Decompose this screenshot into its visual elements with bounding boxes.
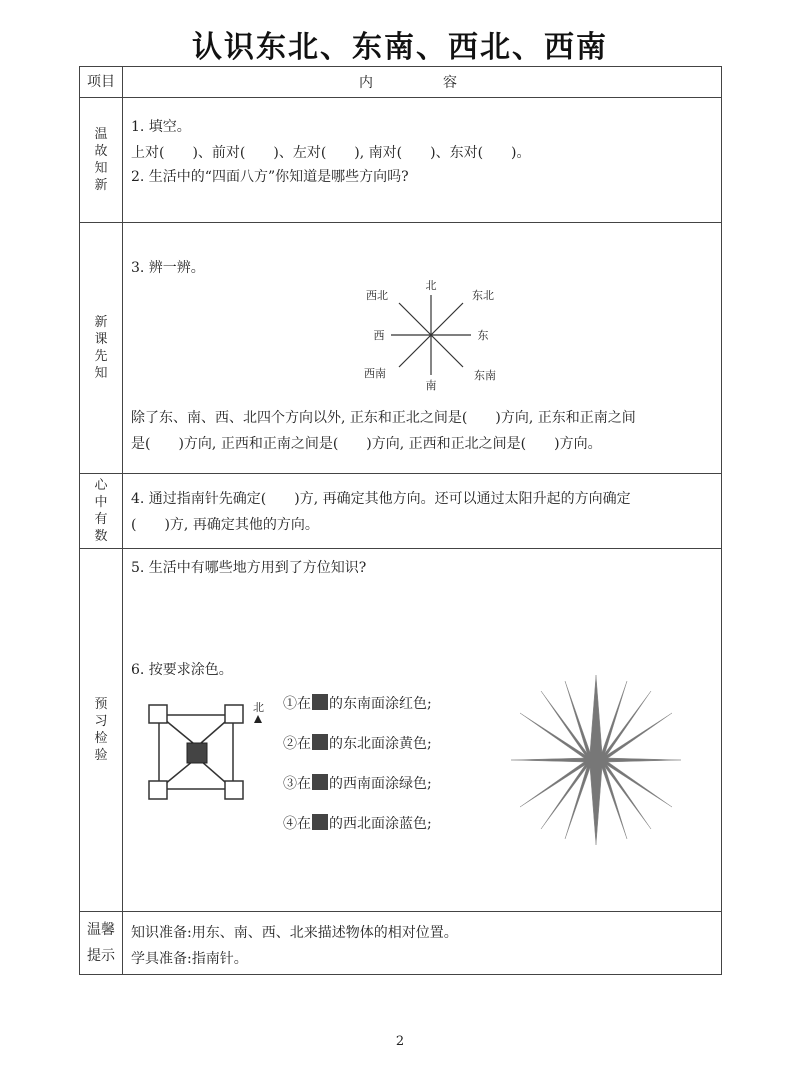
preview-label-text: 新课先知: [94, 315, 108, 381]
shaded-square-icon: [312, 734, 328, 750]
page-number: 2: [395, 1034, 405, 1049]
tips-line2: 学具准备:指南针。: [131, 951, 248, 967]
mind-row: [80, 474, 722, 549]
preview-line1: 除了东、南、西、北四个方向以外, 正东和正北之间是( )方向, 正东和正南之间: [131, 410, 636, 426]
compass-southeast: 东南: [474, 369, 496, 382]
instruction-num-4: ④在: [283, 816, 311, 832]
instruction-item-4: [283, 813, 432, 833]
compass-southwest: 西南: [364, 367, 386, 380]
mind-line1: 4. 通过指南针先确定( )方, 再确定其他方向。还可以通过太阳升起的方向确定: [131, 491, 631, 507]
instruction-num-3: ③在: [283, 776, 311, 792]
review-label-text: 温故知新: [94, 127, 108, 193]
header-content-text: 内 容: [359, 75, 485, 91]
instruction-item-1: [283, 693, 432, 713]
compass-east: 东: [477, 329, 489, 342]
compass-star: [511, 675, 681, 845]
center-shaded-square: [187, 743, 207, 763]
check-q6: 6. 按要求涂色。: [131, 662, 233, 678]
review-content: [123, 98, 722, 223]
compass-northwest: 西北: [366, 289, 388, 302]
instruction-text-3: 的西南面涂绿色;: [329, 776, 432, 792]
corner-box-sw: [149, 781, 167, 799]
preview-line2: 是( )方向, 正西和正南之间是( )方向, 正西和正北之间是( )方向。: [131, 436, 602, 452]
worksheet-table: [79, 66, 722, 975]
compass-south: 南: [425, 379, 437, 392]
instruction-text-4: 的西北面涂蓝色;: [329, 816, 432, 832]
preview-q3: 3. 辨一辨。: [131, 260, 205, 276]
north-arrow-icon: [254, 715, 262, 723]
header-project-text: 项目: [87, 73, 115, 90]
instruction-item-2: [283, 733, 432, 753]
compass-northeast: 东北: [472, 289, 494, 302]
tips-line1: 知识准备:用东、南、西、北来描述物体的相对位置。: [131, 925, 458, 941]
instruction-num-2: ②在: [283, 736, 311, 752]
header-row: [80, 67, 722, 98]
review-q1-line: 上对( )、前对( )、左对( ), 南对( )、东对( )。: [131, 145, 531, 161]
tips-content: [123, 912, 722, 975]
star-shape: [511, 675, 681, 845]
check-label: [80, 549, 123, 912]
mind-label: [80, 474, 123, 549]
compass-north: 北: [425, 279, 437, 292]
review-q2: 2. 生活中的“四面八方”你知道是哪些方向吗?: [131, 169, 409, 185]
compass-west: 西: [373, 329, 385, 342]
instruction-text-2: 的东北面涂黄色;: [329, 736, 432, 752]
header-content: [123, 67, 722, 98]
shaded-square-icon: [312, 774, 328, 790]
check-q5: 5. 生活中有哪些地方用到了方位知识?: [131, 560, 367, 576]
mind-content: [123, 474, 722, 549]
corner-box-nw: [149, 705, 167, 723]
review-row: [80, 98, 722, 223]
header-project: [80, 67, 123, 98]
mind-line2: ( )方, 再确定其他的方向。: [131, 517, 319, 533]
tips-label: [80, 912, 123, 975]
corner-box-ne: [225, 705, 243, 723]
preview-label: [80, 223, 123, 474]
review-q1: 1. 填空。: [131, 119, 191, 135]
check-label-text: 预习检验: [94, 697, 108, 763]
check-content: [123, 549, 722, 912]
tips-label-text: 温馨提示: [87, 922, 115, 964]
tips-row: [80, 912, 722, 975]
check-row: [80, 549, 722, 912]
instruction-item-3: [283, 773, 432, 793]
north-mark: 北: [253, 701, 264, 714]
mind-label-text: 心中有数: [94, 478, 108, 544]
page-title: 认识东北、东南、西北、西南: [192, 30, 608, 65]
compass-diagram: [341, 275, 521, 395]
review-label: [80, 98, 123, 223]
shaded-square-icon: [312, 694, 328, 710]
instruction-num-1: ①在: [283, 696, 311, 712]
shaded-square-icon: [312, 814, 328, 830]
preview-row: [80, 223, 722, 474]
preview-content: [123, 223, 722, 474]
corner-box-se: [225, 781, 243, 799]
instruction-text-1: 的东南面涂红色;: [329, 696, 432, 712]
square-diagram: [141, 695, 281, 825]
